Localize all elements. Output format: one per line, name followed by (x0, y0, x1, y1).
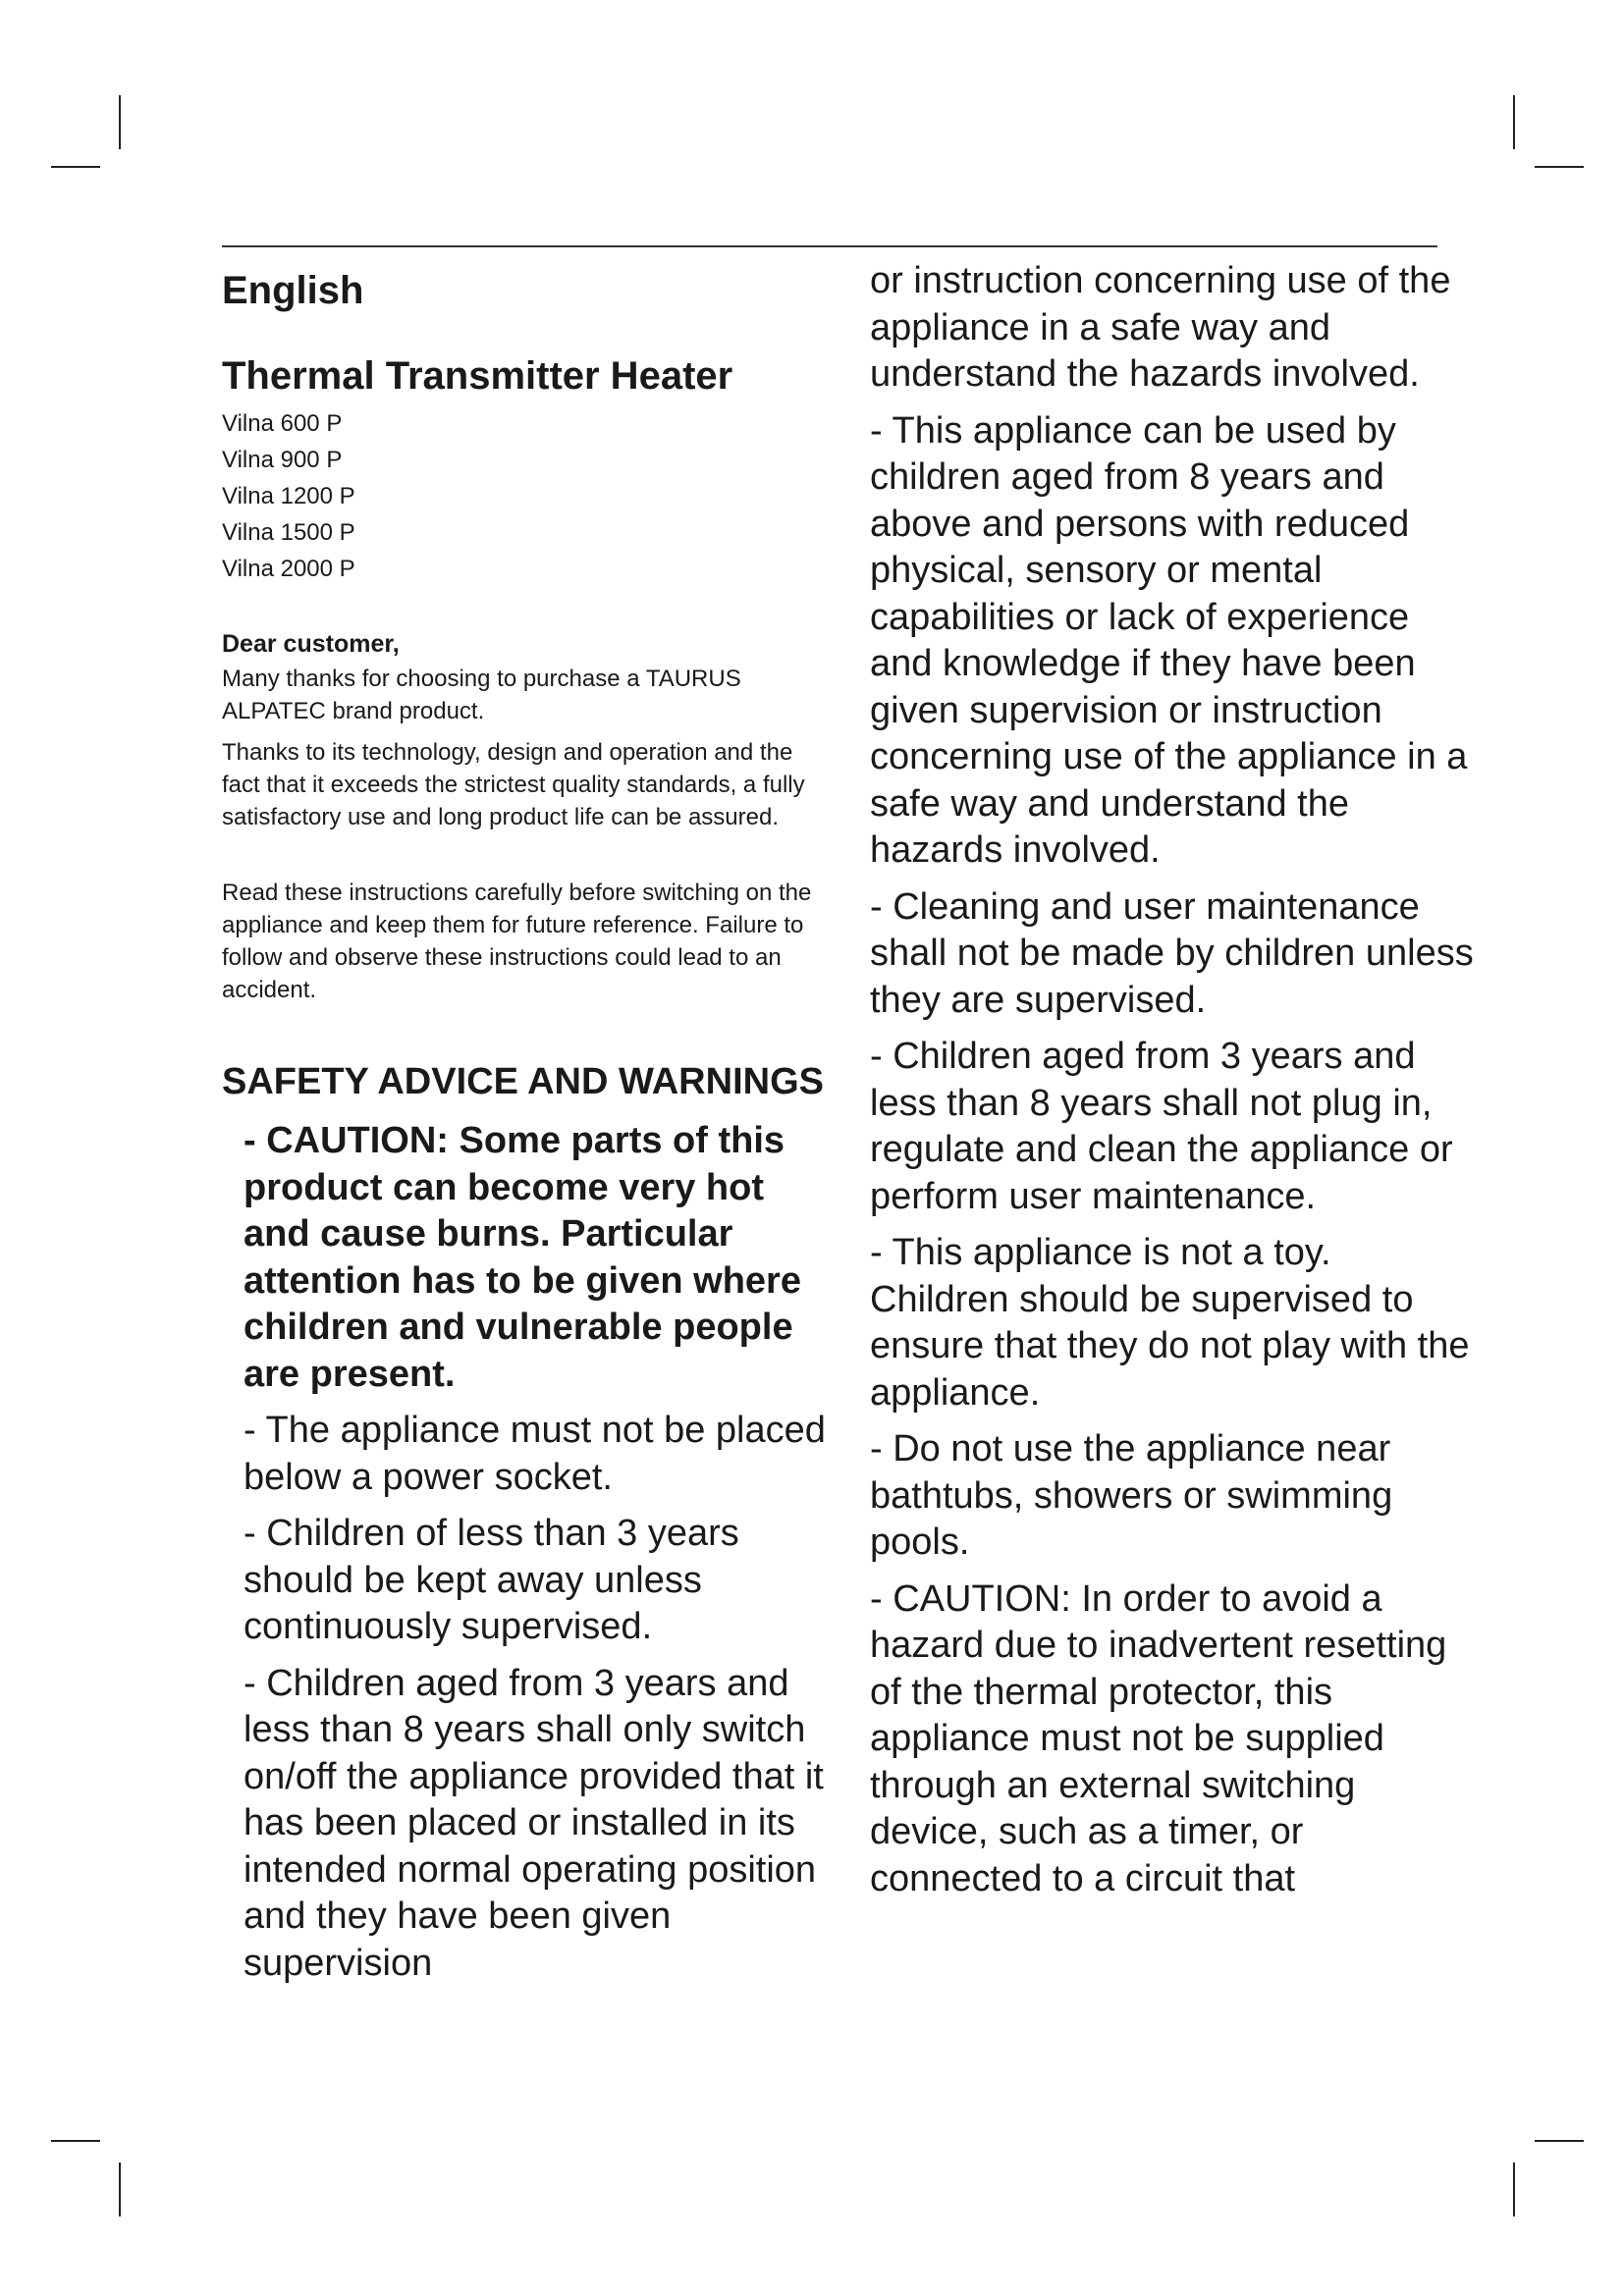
safety-item: - The appliance must not be placed below a power socket. (244, 1410, 826, 1498)
crop-mark-top-left-vertical (119, 95, 121, 149)
intro-paragraph: Read these instructions carefully before switching on the appliance and keep them for future reference. Failure to follow and observe these instructions could lead to an accident. (222, 880, 812, 1003)
model-item: Vilna 2000 P (222, 556, 355, 582)
crop-mark-top-right-horizontal (1535, 166, 1584, 168)
model-item: Vilna 1200 P (222, 483, 355, 509)
caution-item: - CAUTION: Some parts of this product can become very hot and cause burns. Particular attention has to be given where children and vulnerable people are present. (244, 1120, 801, 1395)
model-item: Vilna 1500 P (222, 519, 355, 546)
header-rule (222, 245, 1437, 247)
crop-mark-bottom-left-vertical (119, 2163, 121, 2216)
right-column (870, 258, 1479, 1912)
greeting: Dear customer, (222, 630, 400, 658)
crop-mark-bottom-right-horizontal (1535, 2140, 1584, 2142)
safety-item: - CAUTION: In order to avoid a hazard due to inadvertent resetting of the thermal protector, this appliance must not be supplied through an external switching device, such as a timer, or connected to a circuit that (870, 1577, 1447, 1899)
safety-heading: SAFETY ADVICE AND WARNINGS (222, 1061, 824, 1102)
product-title: Thermal Transmitter Heater (222, 354, 733, 398)
crop-mark-top-left-horizontal (51, 166, 100, 168)
crop-mark-bottom-left-horizontal (51, 2140, 100, 2142)
intro-paragraph: Thanks to its technology, design and operation and the fact that it exceeds the strictest quality standards, a fully satisfactory use and long product life can be assured. (222, 739, 805, 830)
intro-paragraph: Many thanks for choosing to purchase a TAURUS ALPATEC brand product. (222, 666, 741, 724)
safety-item: or instruction concerning use of the appliance in a safe way and understand the hazards involved. (870, 260, 1451, 395)
safety-item: - Do not use the appliance near bathtubs, showers or swimming pools. (870, 1428, 1393, 1563)
safety-item: - Children of less than 3 years should be kept away unless continuously supervised. (244, 1513, 739, 1647)
left-column (222, 253, 831, 1997)
safety-item: - Children aged from 3 years and less than 8 years shall not plug in, regulate and clean the appliance or perform user maintenance. (870, 1036, 1453, 1217)
safety-item: - This appliance can be used by children aged from 8 years and above and persons with reduced physical, sensory or mental capabilities or lack of experience and knowledge if they have been given supervision or instruction concerning use of the appliance in a safe way and understand the hazards involved. (870, 409, 1468, 871)
model-item: Vilna 600 P (222, 410, 343, 437)
model-item: Vilna 900 P (222, 447, 343, 473)
crop-mark-bottom-right-vertical (1513, 2163, 1515, 2216)
safety-item: - This appliance is not a toy. Children should be supervised to ensure that they do not play with the appliance. (870, 1232, 1470, 1414)
crop-mark-top-right-vertical (1513, 95, 1515, 149)
model-list (222, 405, 831, 587)
safety-item: - Children aged from 3 years and less than 8 years shall only switch on/off the appliance provided that it has been placed or installed in its intended normal operating position and they have been given supervision (244, 1662, 824, 1984)
language-heading: English (222, 269, 364, 312)
safety-item: - Cleaning and user maintenance shall not be made by children unless they are supervised. (870, 885, 1474, 1021)
